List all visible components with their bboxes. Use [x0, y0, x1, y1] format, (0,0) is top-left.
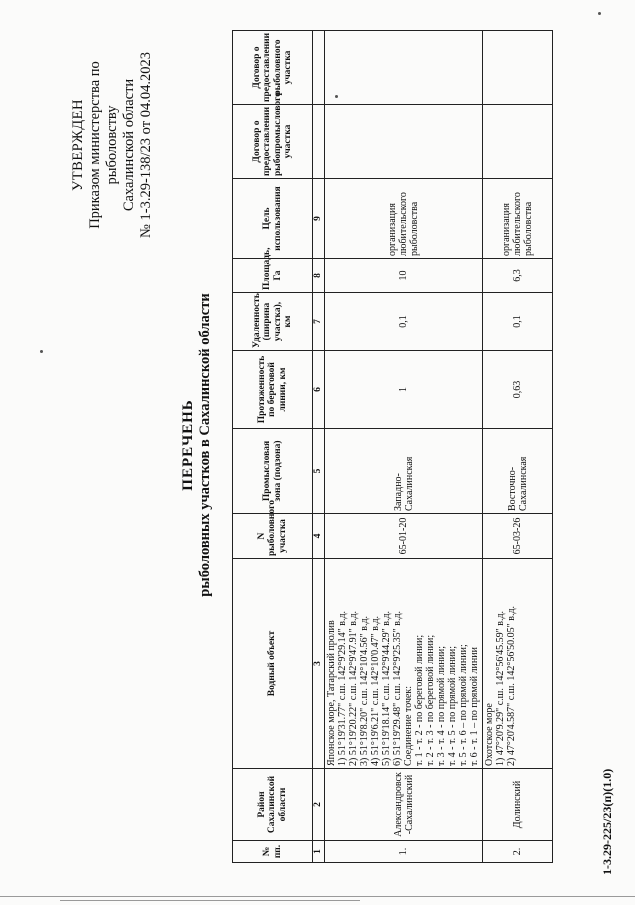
plot-number-cell: 65-03-26	[483, 514, 553, 559]
object-line: 1) 47°20'9.29" с.ш. 142°56'45.59" в.д.	[495, 610, 506, 766]
column-number: 8	[313, 259, 325, 293]
fishing-plots-table	[232, 30, 553, 863]
district-cell: Долинский	[483, 769, 553, 841]
area-cell: 6,3	[483, 259, 553, 293]
header-cell: Протяженность по береговой линии, км	[233, 351, 313, 429]
column-number: 2	[313, 769, 325, 841]
length-cell: 1	[325, 351, 483, 429]
approval-line-1: Приказом министерства по рыболовству	[87, 61, 120, 229]
header-cell: Площадь, Га	[233, 259, 313, 293]
table-row	[483, 31, 553, 863]
column-number: 3	[313, 559, 325, 769]
header-cell: Договор о предоставлении рыболовного участка	[233, 31, 313, 105]
row-number: 2.	[483, 841, 553, 863]
object-line: 6) 51°19'29.48" с.ш. 142°9'25.35" в.д.	[392, 610, 403, 766]
purpose-cell: организация любительского рыболовства	[483, 179, 553, 259]
document-footer-code: 1-3.29-225/23(п)(1.0)	[600, 768, 614, 875]
approval-line-3: № 1-3.29-138/23 от 04.04.2023	[138, 52, 154, 238]
column-number-row	[313, 31, 325, 863]
header-cell: Промысловая зона (подзона)	[233, 429, 313, 514]
length-cell: 0,63	[483, 351, 553, 429]
object-line: Японское море, Татарский пролив	[326, 620, 337, 766]
width-cell: 0,1	[325, 293, 483, 351]
column-number: 4	[313, 514, 325, 559]
header-cell: Водный объект	[233, 559, 313, 769]
row-number: 1.	[325, 841, 483, 863]
object-line: т. 6 - т. 1 – по прямой линии	[469, 647, 480, 766]
contract-cell	[325, 105, 483, 179]
object-line: Охотское море	[484, 703, 495, 766]
object-line: 2) 47°20'4.587" с.ш. 142°56'50.05" в.д.	[506, 605, 517, 766]
column-number	[313, 105, 325, 179]
object-line: т. 2 - т. 3 - по береговой линии;	[425, 634, 436, 766]
object-line: 4) 51°19'6.21" с.ш. 142°10'0.47" в.д.	[370, 615, 381, 766]
object-line: 5) 51°19'18.14" с.ш. 142°9'44.29" в.д.	[381, 610, 392, 766]
column-number	[313, 31, 325, 105]
object-line: 2) 51°19'20.22" с.ш. 142°9'47.91" в.д.	[348, 610, 359, 766]
object-line: 3) 51°19'8.20" с.ш. 142°10'4.56" в.д.	[359, 615, 370, 766]
column-number: 7	[313, 293, 325, 351]
title-line-1: ПЕРЕЧЕНЬ	[180, 399, 196, 491]
zone-cell: Западно-Сахалинская	[325, 429, 483, 514]
header-cell: Цель использования	[233, 179, 313, 259]
object-line: т. 3 - т. 4 - по прямой линии;	[436, 645, 447, 766]
column-number: 9	[313, 179, 325, 259]
column-number: 5	[313, 429, 325, 514]
header-row	[233, 31, 313, 863]
document-title	[180, 185, 214, 705]
object-line: 1) 51°19'31.77" с.ш. 142°9'29.14" в.д.	[337, 610, 348, 766]
column-number: 6	[313, 351, 325, 429]
approval-line-2: Сахалинской области	[121, 78, 137, 212]
object-line: т. 5 - т. 6 – по прямой линии;	[458, 644, 469, 766]
header-cell: Договор о предоставлении рыбопромыслового участка	[233, 105, 313, 179]
water-object-cell	[483, 559, 553, 769]
plot-number-cell: 65-01-20	[325, 514, 483, 559]
table-row	[325, 31, 483, 863]
contract-cell	[325, 31, 483, 105]
contract-cell	[483, 31, 553, 105]
zone-cell: Восточно-Сахалинская	[483, 429, 553, 514]
water-object-cell	[325, 559, 483, 769]
area-cell: 10	[325, 259, 483, 293]
header-cell: Район Сахалинской области	[233, 769, 313, 841]
contract-cell	[483, 105, 553, 179]
purpose-cell: организация любительского рыболовства	[325, 179, 483, 259]
column-number: 1	[313, 841, 325, 863]
header-cell: N рыболовного участка	[233, 514, 313, 559]
object-line: т. 1 - т. 2 - по береговой линии;	[414, 634, 425, 766]
header-cell: Удаленность (ширина участка), км	[233, 293, 313, 351]
title-line-2: рыболовных участков в Сахалинской области	[197, 293, 213, 597]
approval-stamp-text	[70, 25, 155, 265]
object-line: т. 4 - т. 5 - по прямой линии;	[447, 645, 458, 766]
header-cell: № пп.	[233, 841, 313, 863]
district-cell: Александровск-Сахалинский	[325, 769, 483, 841]
approval-heading: УТВЕРЖДЕН	[70, 99, 86, 191]
width-cell: 0,1	[483, 293, 553, 351]
object-line: Соединение точек:	[403, 685, 414, 766]
